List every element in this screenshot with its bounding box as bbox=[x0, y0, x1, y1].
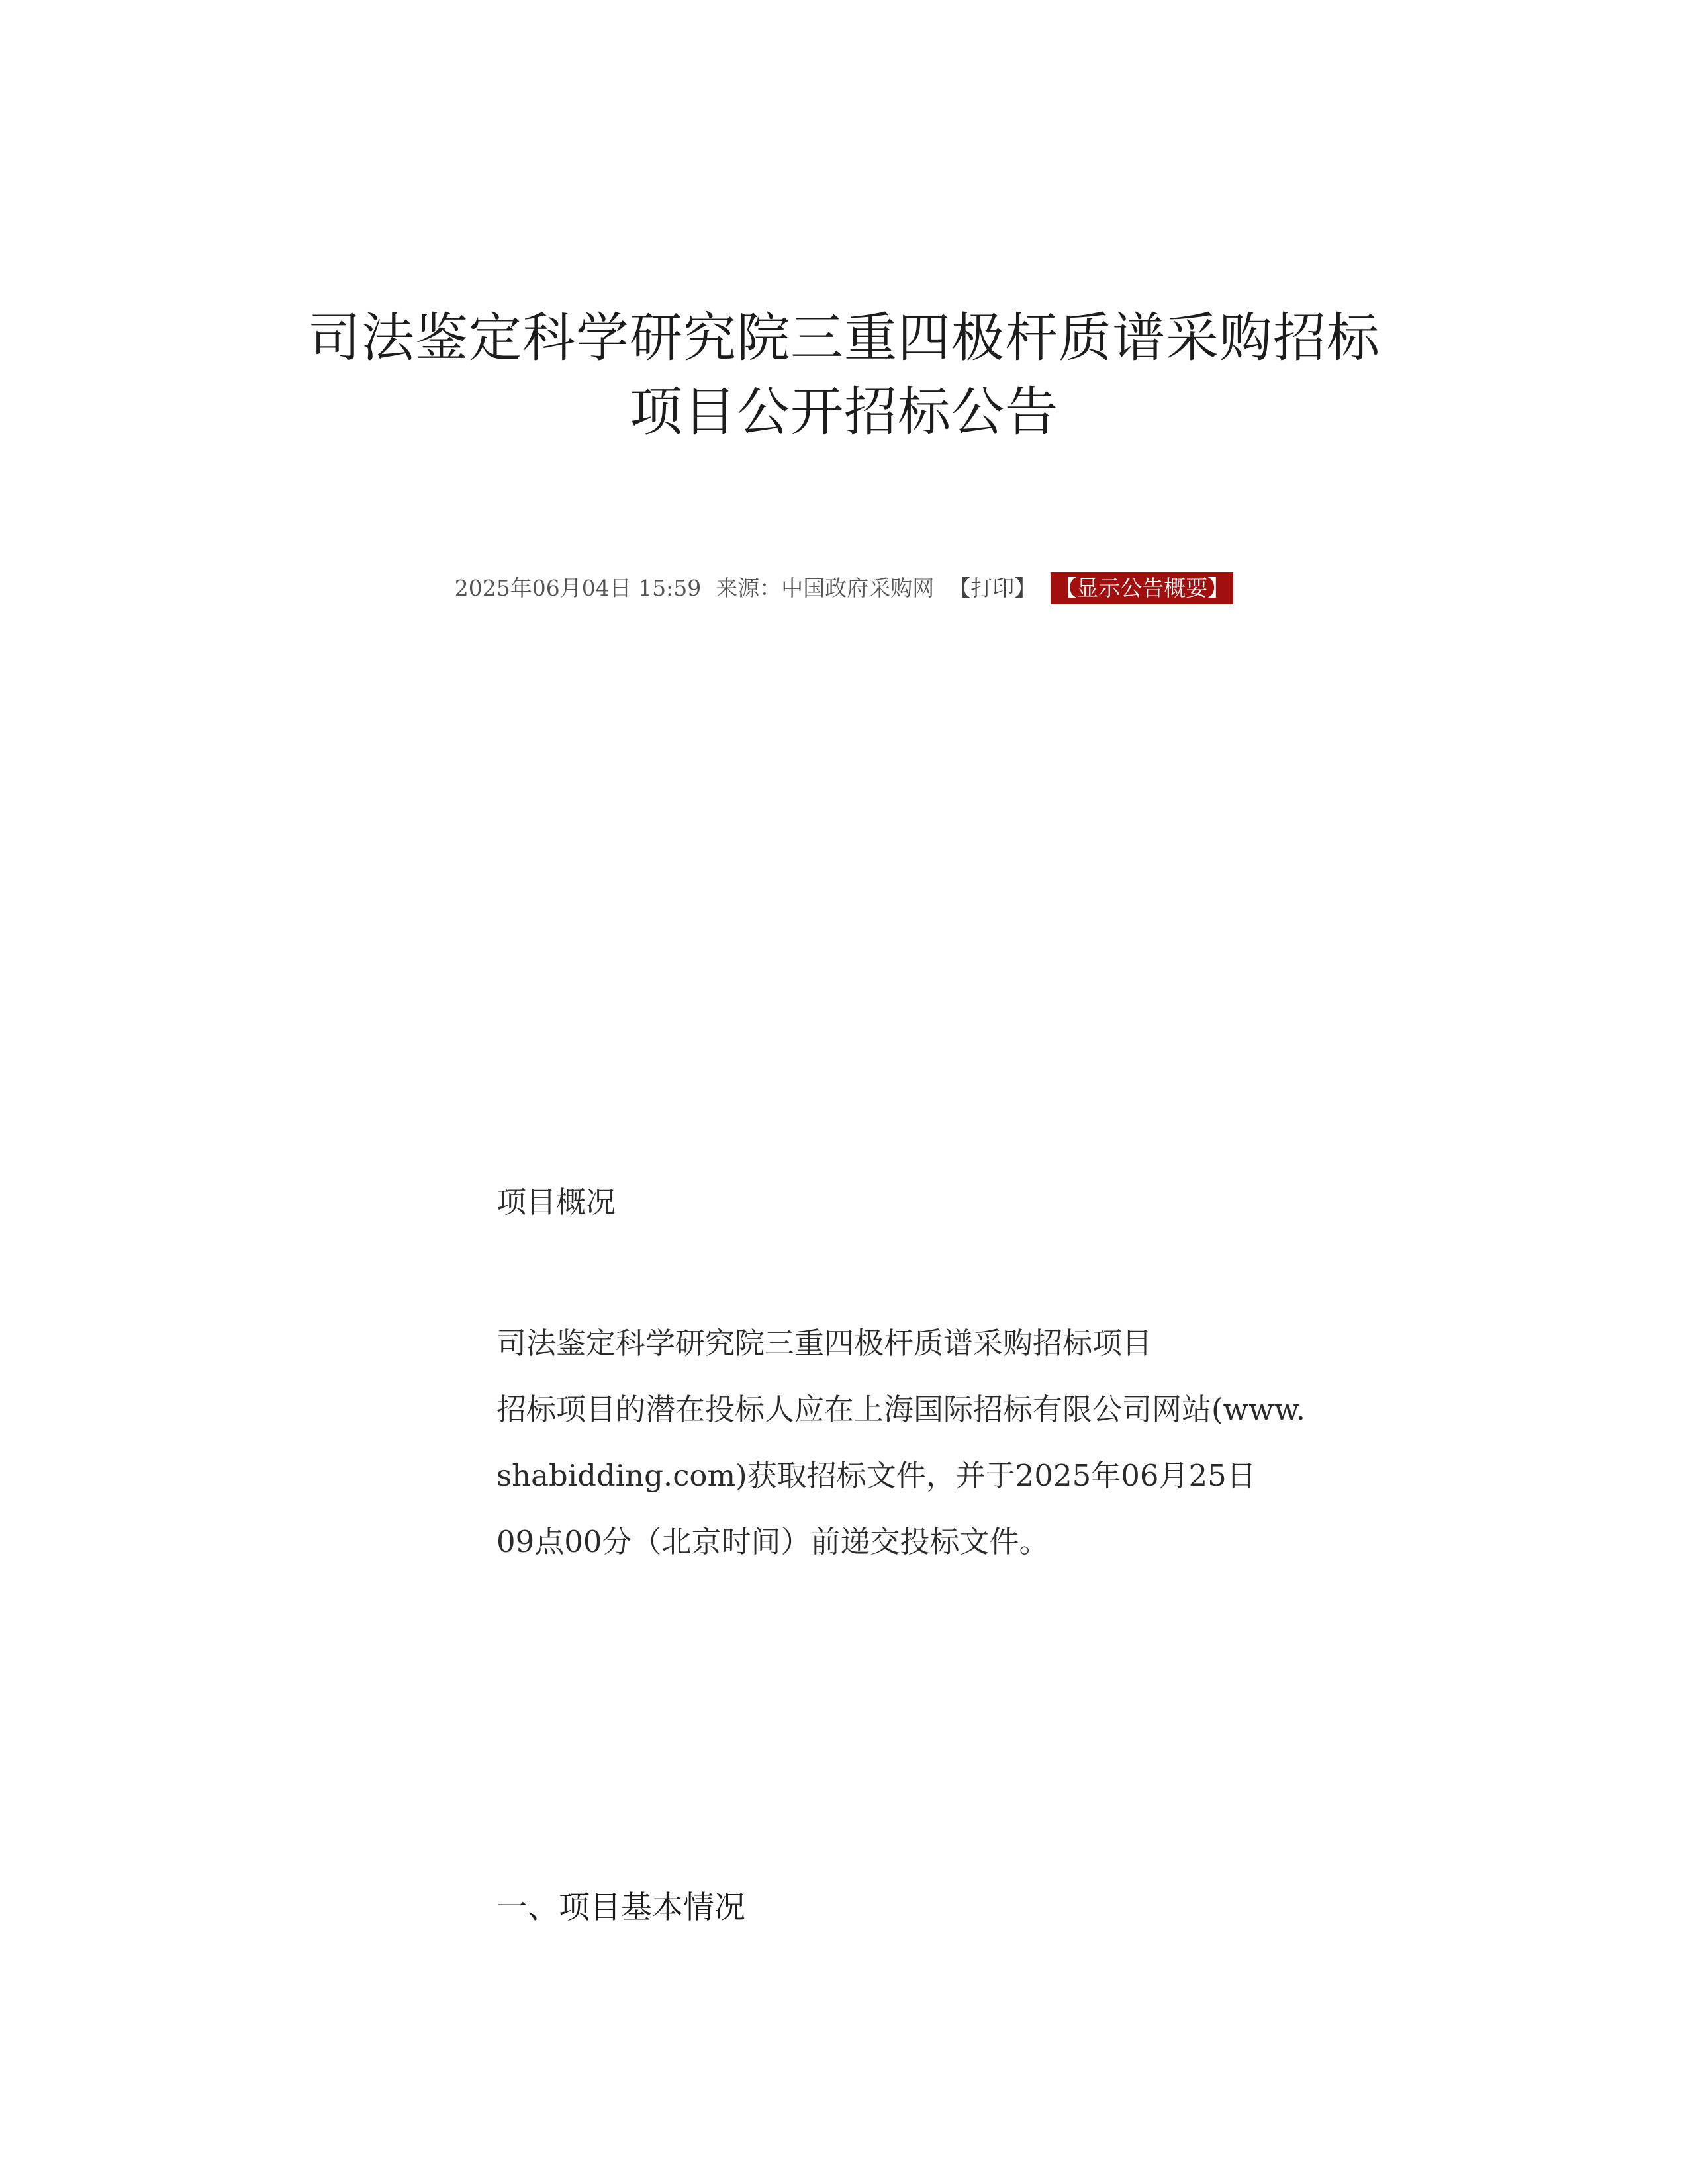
title-line-2: 项目公开招标公告 bbox=[630, 381, 1058, 443]
overview-heading: 项目概况 bbox=[496, 1185, 616, 1220]
section-heading-basic-info: 一、项目基本情况 bbox=[496, 1889, 745, 1926]
overview-line: shabidding.com)获取招标文件，并于2025年06月25日 bbox=[496, 1458, 1256, 1493]
source-text: 来源：中国政府采购网 bbox=[716, 575, 935, 601]
title-line-1: 司法鉴定科学研究院三重四极杆质谱采购招标 bbox=[308, 307, 1380, 369]
overview-line: 09点00分（北京时间）前递交投标文件。 bbox=[496, 1524, 1049, 1559]
publish-datetime: 2025年06月04日 15:59 bbox=[454, 575, 702, 601]
overview-line: 司法鉴定科学研究院三重四极杆质谱采购招标项目 bbox=[496, 1326, 1152, 1361]
show-summary-button[interactable]: 【显示公告概要】 bbox=[1051, 572, 1233, 604]
overview-line: 招标项目的潜在投标人应在上海国际招标有限公司网站(www. bbox=[496, 1392, 1306, 1427]
announcement-meta bbox=[0, 570, 1688, 605]
announcement-title bbox=[0, 301, 1688, 449]
overview-body bbox=[496, 1310, 1390, 1575]
print-link[interactable]: 【打印】 bbox=[949, 575, 1037, 601]
